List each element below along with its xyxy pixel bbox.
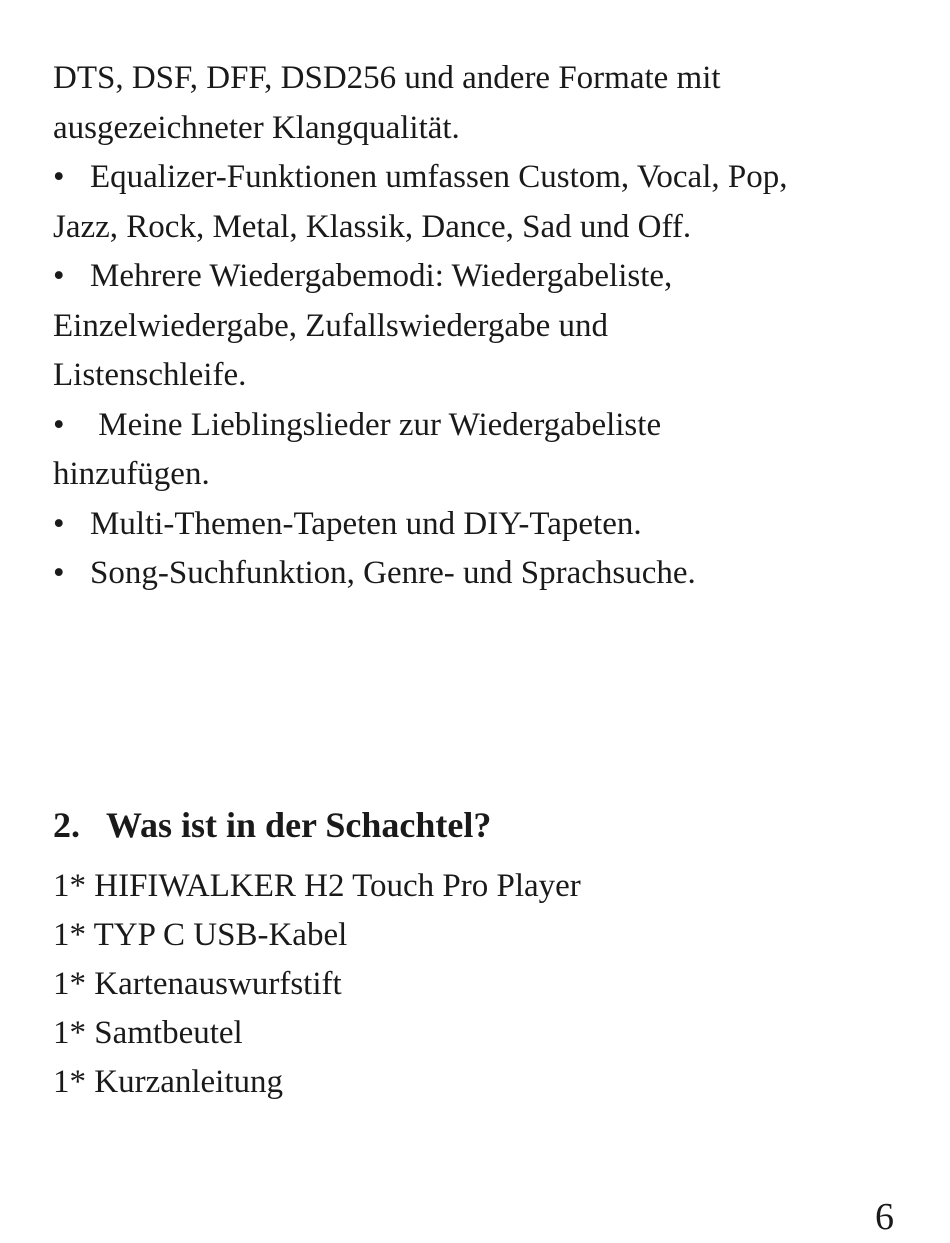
list-item: 1* Kartenauswurfstift (53, 966, 342, 1002)
bullet-icon: • (53, 159, 65, 195)
bullet-item-favorites (53, 401, 913, 451)
bullet-icon: • (53, 258, 65, 294)
section-heading (53, 800, 491, 850)
list-item: 1* TYP C USB-Kabel (53, 917, 348, 953)
section-title: Was ist in der Schachtel? (106, 805, 492, 845)
intro-line: DTS, DSF, DFF, DSD256 und andere Formate mit (53, 60, 721, 96)
bullet-continuation: Listenschleife. (53, 357, 247, 393)
bullet-continuation: hinzufügen. (53, 456, 210, 492)
bullet-text: Mehrere Wiedergabemodi: Wiedergabeliste, (90, 258, 673, 294)
bullet-text: Multi-Themen-Tapeten und DIY-Tapeten. (90, 505, 642, 542)
bullet-text: Meine Lieblingslieder zur Wiedergabeliste (90, 406, 662, 443)
page-number: 6 (875, 1196, 894, 1238)
list-item: 1* HIFIWALKER H2 Touch Pro Player (53, 868, 581, 904)
bullet-item-wallpapers (53, 500, 913, 550)
list-item: 1* Samtbeutel (53, 1015, 243, 1051)
box-contents-list (53, 862, 581, 1107)
bullet-continuation: Einzelwiedergabe, Zufallswiedergabe und (53, 307, 608, 344)
bullet-item-search (53, 549, 913, 599)
bullet-continuation: Jazz, Rock, Metal, Klassik, Dance, Sad und Off. (53, 208, 692, 245)
list-item: 1* Kurzanleitung (53, 1064, 284, 1100)
intro-line: ausgezeichneter Klangqualität. (53, 109, 460, 146)
bullet-text: Equalizer-Funktionen umfassen Custom, Vocal, Pop, (90, 159, 788, 195)
bullet-icon: • (53, 505, 65, 542)
bullet-icon: • (53, 555, 65, 591)
bullet-item-playback-modes (53, 252, 913, 302)
feature-text (53, 54, 913, 599)
section-number: 2. (53, 805, 80, 845)
bullet-icon: • (53, 406, 65, 443)
bullet-text: Song-Suchfunktion, Genre- und Sprachsuche. (90, 555, 696, 591)
bullet-item-equalizer (53, 153, 913, 203)
